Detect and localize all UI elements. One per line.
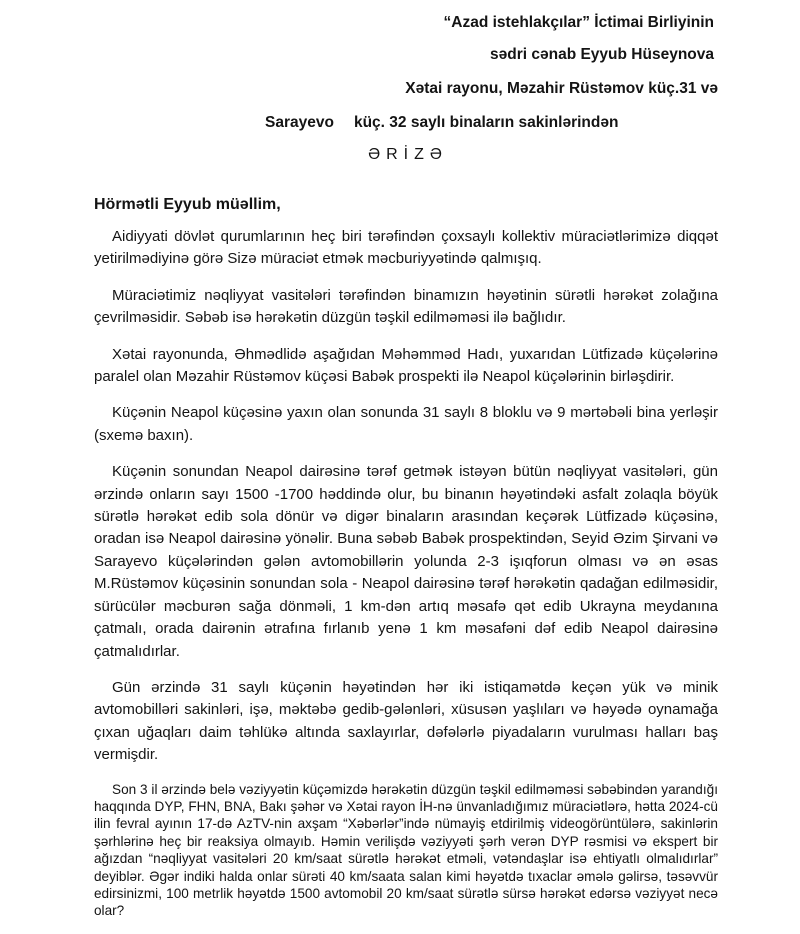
- sender-line-address: Xətai rayonu, Məzahir Rüstəmov küç.31 və: [405, 80, 718, 97]
- paragraph-7: Son 3 il ərzində belə vəziyyətin küçəmizdə hərəkətin düzgün təşkil edilməməsi səbəbindən yarandığı haqqında DYP, FHN, BNA, Bakı şəhər və Xətai rayon İH-nə ünvanladığımız müraciətlərə, hətta 2024-cü ilin fevral ayının 17-də AzTV-nin axşam “Xəbərlər”ində nümayiş etdirilmiş videogörüntülərə, sakinlərin şərhlərinə heç bir reaksiya olmayıb. Həmin verilişdə vəziyyəti şərh verən DYP rəsmisi və ekspert bir ağızdan “nəqliyyat vasitələri 20 km/saat sürətlə hərəkət etməli, vətəndaşlar isə ehtiyatlı olmalıdırlar” deyiblər. Əgər indiki halda onlar sürəti 40 km/saata salan kimi həyətdə tıxaclar əmələ gəlirsə, təsəvvür edirsinizmi, 100 metrlik həyətdə 1500 avtomobil 20 km/saat sürətlə sürsə hərəkət edərsə vəziyyət necə olar?: [94, 781, 718, 919]
- addressee-line-organization: “Azad istehlakçılar” İctimai Birliyinin: [443, 14, 714, 31]
- paragraph-4: Küçənin Neapol küçəsinə yaxın olan sonunda 31 saylı 8 bloklu və 9 mərtəbəli bina yerləşir (sxemə baxın).: [94, 404, 718, 444]
- letter-body: [84, 226, 718, 920]
- paragraph-5: Küçənin sonundan Neapol dairəsinə tərəf getmək istəyən bütün nəqliyyat vasitələri, gün ərzində onların sayı 1500 -1700 həddində olur, bu binanın həyətindəki asfalt zolaqla böyük sürətlə hərəkət edib sola dönür və digər binaların arasından keçərək Lütfizadə küçəsinə, oradan isə Neapol dairəsinə yönəlir. Buna səbəb Babək prospektindən, Seyid Əzim Şirvani və Sarayevo küçələrindən gələn avtomobillərin yolunda 2-3 işıqforun olması və ən əsas M.Rüstəmov küçəsinin sonundan sola - Neapol dairəsinə tərəf hərəkətin qadağan edilməsidir, sürücülər məcburən sağa dönməli, 1 km-dən artıq məsafə qət edib Ukrayna meydanına çatmalı, orada dairənin ətrafına fırlanıb yenə 1 km məsafəni dəf edib Neapol dairəsinə çatmalıdırlar.: [94, 463, 718, 660]
- addressee-block: [84, 8, 718, 140]
- paragraph-2: Müraciətimiz nəqliyyat vasitələri tərəfindən binamızın həyətinin sürətli hərəkət zolağına çevrilməsidir. Səbəb isə hərəkətin düzgün təşkil edilməməsi ilə bağlıdır.: [94, 286, 718, 327]
- sender-street-name: Sarayevo: [265, 114, 334, 131]
- greeting: Hörmətli Eyyub müəllim,: [94, 196, 281, 213]
- addressee-line-chairman: sədri cənab Eyyub Hüseynova: [490, 46, 714, 63]
- paragraph-1: Aidiyyati dövlət qurumlarının heç biri tərəfindən çoxsaylı kollektiv müraciətlərimizə diqqət yetirilmədiyinə görə Sizə müraciət etmək məcburiyyətində qalmışıq.: [94, 228, 718, 268]
- sender-line-residents: [84, 106, 718, 140]
- sender-residents-text: küç. 32 saylı binaların sakinlərindən: [353, 114, 619, 131]
- paragraph-3: Xətai rayonunda, Əhmədlidə aşağıdan Məhəmməd Hadı, yuxarıdan Lütfizadə küçələrinə paralel olan Məzahir Rüstəmov küçəsi Babək prospekti ilə Neapol küçələrinin birləşdirir.: [94, 345, 718, 386]
- paragraph-6: Gün ərzində 31 saylı küçənin həyətindən hər iki istiqamətdə keçən yük və minik avtomobilləri sakinləri, işə, məktəbə gedib-gələnləri, xüsusən yaşlıları və həyədə oynamağa çıxan uğaqları daim təhlükə altında saxlayırlar, dəfələrlə piyadaların vurulması halları baş vermişdir.: [94, 678, 718, 764]
- document-title: ƏRİZƏ: [368, 146, 448, 163]
